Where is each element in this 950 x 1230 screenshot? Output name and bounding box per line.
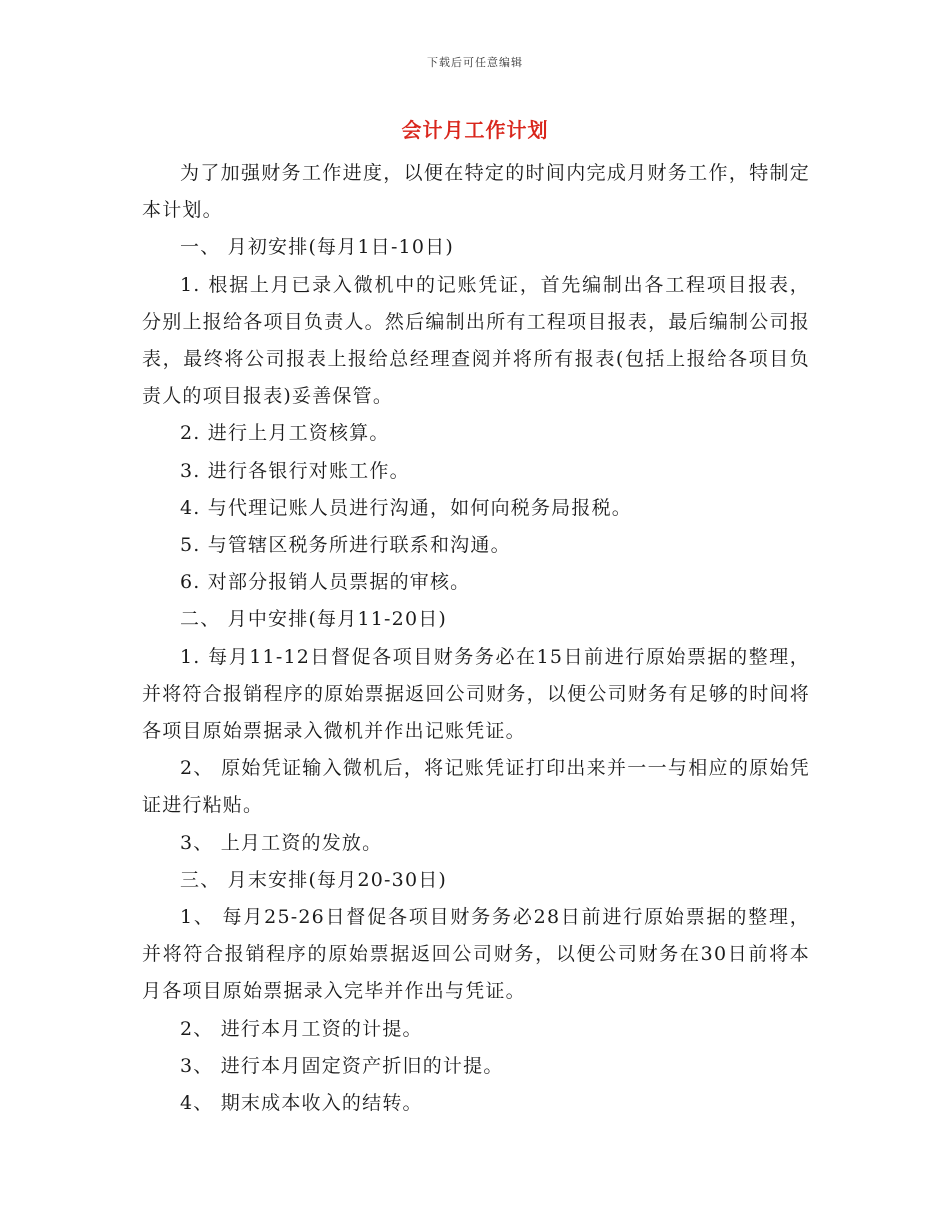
list-item: 3. 进行各银行对账工作。 <box>180 459 410 482</box>
list-item: 1. 每月11-12日督促各项目财务务必在15日前进行原始票据的整理，并将符合报销程序的原始票据返回公司财务，以便公司财务有足够的时间将各项目原始票据录入微机并作出记账凭证。 <box>142 645 810 743</box>
list-item: 5. 与管辖区税务所进行联系和沟通。 <box>180 534 511 557</box>
list-item: 3、 进行本月固定资产折旧的计提。 <box>180 1054 504 1077</box>
list-item: 2. 进行上月工资核算。 <box>180 422 390 445</box>
list-item: 1. 根据上月已录入微机中的记账凭证，首先编制出各工程项目报表，分别上报给各项目负责人。然后编制出所有工程项目报表，最后编制公司报表，最终将公司报表上报给总经理查阅并将所有报表(包括上报给各项目负责人的项目报表)妥善保管。 <box>142 273 810 408</box>
list-item: 4. 与代理记账人员进行沟通，如何向税务局报税。 <box>180 496 632 519</box>
section-heading-early-month: 一、 月初安排(每月1日-10日) <box>180 236 454 259</box>
document-title: 会计月工作计划 <box>401 118 549 142</box>
list-item: 2、 进行本月工资的计提。 <box>180 1017 423 1040</box>
list-item: 3、 上月工资的发放。 <box>180 831 383 854</box>
list-item: 2、 原始凭证输入微机后，将记账凭证打印出来并一一与相应的原始凭证进行粘贴。 <box>142 757 810 817</box>
intro-paragraph: 为了加强财务工作进度，以便在特定的时间内完成月财务工作，特制定本计划。 <box>142 162 810 222</box>
header-note: 下载后可任意编辑 <box>427 56 523 69</box>
list-item: 1、 每月25-26日督促各项目财务务必28日前进行原始票据的整理，并将符合报销程序的原始票据返回公司财务，以便公司财务在30日前将本月各项目原始票据录入完毕并作出与凭证。 <box>142 906 810 1003</box>
section-heading-mid-month: 二、 月中安排(每月11-20日) <box>180 608 448 631</box>
list-item: 6. 对部分报销人员票据的审核。 <box>180 571 471 594</box>
list-item: 4、 期末成本收入的结转。 <box>180 1092 423 1115</box>
section-heading-end-month: 三、 月末安排(每月20-30日) <box>180 868 448 891</box>
document-body <box>142 155 810 1122</box>
